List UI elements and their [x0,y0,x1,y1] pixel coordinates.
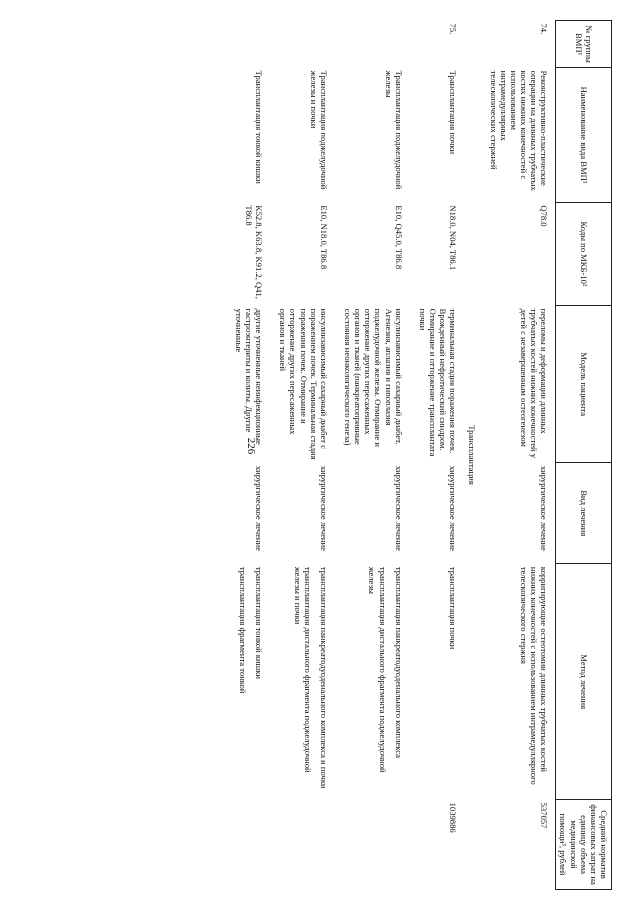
cell-num [224,21,270,68]
rotated-table-sheet [132,20,612,890]
method-item: корригирующие остеотомии длинных трубчатых костей нижних конечностей с использованием интрамедуллярного телескопического стержня [519,566,550,785]
cell-num: 75. [448,23,459,35]
cell-codes: E10, N18.0, T86.8 [318,205,329,270]
header-method: Метод лечения [556,564,612,800]
cell-cost [270,800,335,890]
cell-name: Трансплантация почки [448,70,459,155]
cell-method [410,564,465,800]
cell-cost: 1039886 [448,802,459,833]
vmp-table [224,20,612,890]
cell-method [480,564,555,800]
cell-treatment: хирургическое лечение [448,465,459,551]
cell-num: 74. [539,23,550,35]
section-row [464,21,480,890]
cell-codes: Q78.0 [539,205,550,227]
cell-name: Реконструктивно-пластические операции на длинных трубчатых костях нижних конечностей с использованием интрамедуллярных телескопических стержней [488,70,550,191]
cell-model: инсулинзависимый сахарный диабет с поражением почек. Терминальная стадия поражения почек. Отмирание и отторжение других пересаженных органов и тканей [278,308,329,460]
table-row [270,21,335,890]
method-item: трансплантация тонкой кишки [254,566,265,679]
table-row [335,21,410,890]
cell-name: Трансплантация поджелудочной железы и почки [308,70,329,190]
page-number: 226 [245,437,257,455]
cell-treatment: хирургическое лечение [393,465,404,551]
method-item: трансплантация панкреатодуоденального комплекса [393,566,404,758]
header-codes: Коды по МКБ-10² [556,202,612,305]
cell-name: Трансплантация тонкой кишки [254,70,265,184]
header-name: Наименование вида ВМП¹ [556,68,612,203]
method-item: трансплантация дистального фрагмента поджелудочной железы и почки [292,566,313,773]
header-cost: Средний норматив финансовых затрат на единицу объема медицинской помощи³, рублей [556,800,612,890]
table-row [224,21,270,890]
method-item: трансплантация панкреатодуоденального комплекса и почки [318,566,329,789]
cell-model: терминальная стадия поражения почек. Врожденный нефротический синдром. Отмирание и отторжение трансплантата почки [417,308,459,457]
cell-method [270,564,335,800]
cell-treatment: хирургическое лечение [318,465,329,551]
cell-cost [335,800,410,890]
cell-codes: E10, Q45.0, T86.8 [393,205,404,270]
cell-codes: K52.8, K63.8, K91.2, Q41, T86.8 [244,205,265,299]
cell-method [224,564,270,800]
cell-name: Трансплантация поджелудочной железы [383,70,404,190]
header-model: Модель пациента [556,306,612,463]
method-item: трансплантация фрагмента тонкой [238,566,249,694]
cell-cost [224,800,270,890]
cell-model: переломы и деформации длинных трубчатых костей нижних конечностей у детей с незавершенным остеогенезом [519,308,550,459]
cell-cost: 537057 [539,802,550,829]
cell-model: инсулинзависимый сахарный диабет. Агенезия, аплазия и гипоплазия поджелудочной железы. Отмирание и отторжение других пересаженных органов и тканей (панкреатопривные состояния неонкологического генеза) [343,308,404,447]
cell-num [270,21,335,68]
cell-method [335,564,410,800]
cell-treatment: хирургическое лечение [254,465,265,551]
cell-treatment: хирургическое лечение [539,465,550,551]
cell-codes: N18.0, N04, T86.1 [448,205,459,271]
cell-num [335,21,410,68]
method-item: трансплантация почки [448,566,459,650]
cell-model: другие уточненные неинфекционные гастроэнтериты и колиты. Другие уточненные [233,308,265,445]
header-treatment: Вид лечения [556,463,612,564]
method-item: трансплантация дистального фрагмента поджелудочной железы [367,566,388,773]
header-num: № группы ВМП¹ [556,21,612,68]
section-title: Трансплантация [467,425,478,485]
table-row [480,21,555,890]
table-row [410,21,465,890]
table-header-row [556,21,612,890]
